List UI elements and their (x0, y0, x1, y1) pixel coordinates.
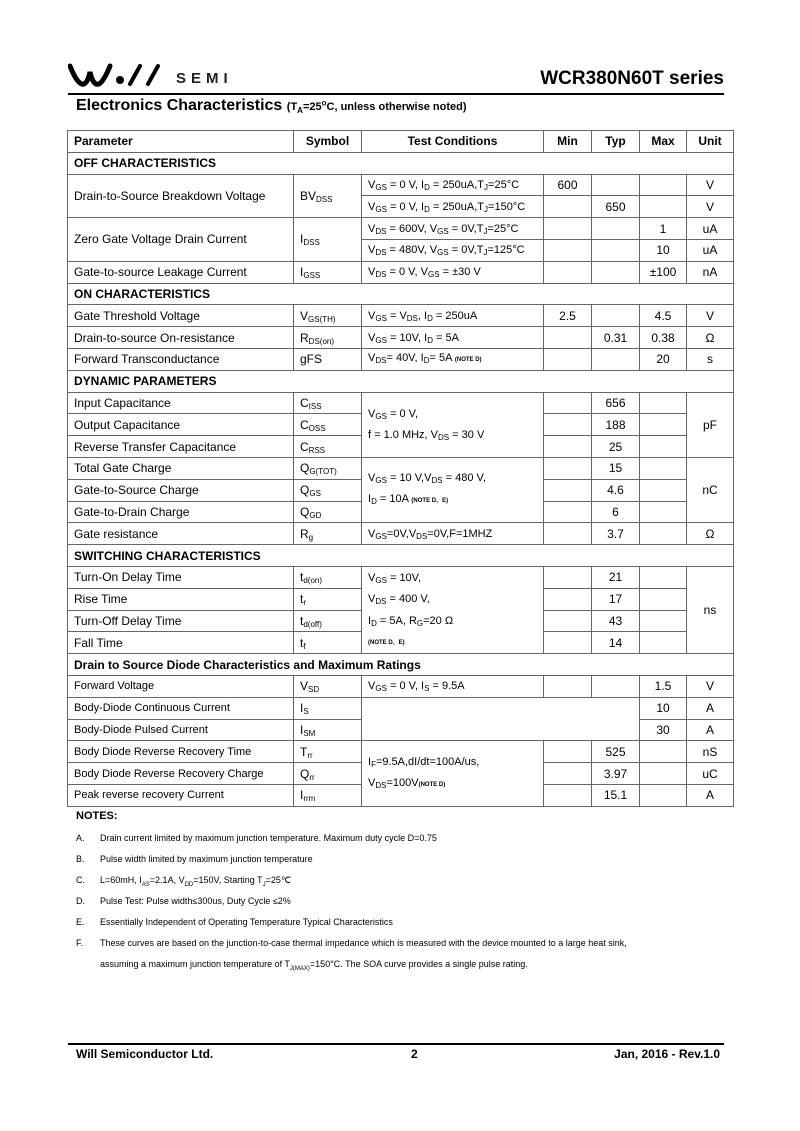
section-row-on: ON CHARACTERISTICS (68, 283, 734, 305)
col-header-symbol: Symbol (294, 131, 362, 153)
table-row: Zero Gate Voltage Drain Current $I_{DSS}$ $V_{DS} = 600V$, $V_{GS} = 0V,T_J=25^\circ C$ 1 uA (68, 218, 734, 240)
header-rule (68, 93, 724, 95)
table-row: Body Diode Reverse Recovery Charge $Q_{rr}$ 3.97 uC (68, 763, 734, 785)
col-header-test-conditions: Test Conditions (362, 131, 544, 153)
table-row: Input Capacitance $C_{ISS}$ $V_{GS} = 0$ V, f = 1.0 MHz, $V_{DS} = 30$ V 656 pF (68, 392, 734, 414)
section-row-diode: Drain to Source Diode Characteristics and Maximum Ratings (68, 654, 734, 676)
table-row: $V_{DS} = 480V$, $V_{GS} = 0V,T_J=125^\circ C$ 10 uA (68, 239, 734, 261)
table-row: Body Diode Reverse Recovery Time $T_{rr}$ $I_F=9.5A,dI/dt=100A/us$, $V_{DS}=100V(NOTE$ D) 525 nS (68, 741, 734, 763)
note-item: C. L=60mH, $I_{AS}=2.1A$, $V_{DD}=150V$, Starting $T_J=25℃$ (76, 875, 291, 888)
note-item: A. Drain current limited by maximum junction temperature. Maximum duty cycle D=0.75 (76, 833, 437, 843)
table-row: Body-Diode Pulsed Current $I_{SM}$ 30 A (68, 719, 734, 741)
col-header-parameter: Parameter (68, 131, 294, 153)
col-header-typ: Typ (592, 131, 640, 153)
table-row: $V_{GS} = 0$ V, $I_D = 250uA,T_J=150^\circ C$ 650 V (68, 196, 734, 218)
electrical-characteristics-table (67, 130, 734, 807)
note-item: assuming a maximum junction temperature of $T_{J(MAX)}=150^\circ C$. The SOA curve provides a single pulse rating. (100, 959, 528, 972)
table-row: Total Gate Charge $Q_{G(TOT)}$ $V_{GS} = 10$ $V,V_{DS} = 480$ V, $I_D = 10A$ (NOTE D、E) 15 nC (68, 457, 734, 479)
table-row: Gate-to-source Leakage Current $I_{GSS}$ $V_{DS} = 0$ V, $V_{GS} = \pm 30$ V ±100 nA (68, 261, 734, 283)
notes-title: NOTES: (76, 810, 118, 822)
table-row: Drain-to-source On-resistance $R_{DS(on)}$ $V_{GS} = 10V$, $I_D = 5A$ 0.31 0.38 Ω (68, 327, 734, 349)
footer-revision: Jan, 2016 - Rev.1.0 (614, 1047, 720, 1061)
section-row-switching: SWITCHING CHARACTERISTICS (68, 545, 734, 567)
table-row: Fall Time $t_f$ (NOTE D、E) 14 (68, 632, 734, 654)
table-row: Forward Transconductance gFS $V_{DS}= 40V$, $I_D= 5A$ (NOTE D) 20 s (68, 348, 734, 370)
table-row: Peak reverse recovery Current $I_{rrm}$ 15.1 A (68, 784, 734, 806)
table-row: Turn-On Delay Time $t_{d(on)}$ $V_{GS} = 10V$, 21 ns (68, 566, 734, 588)
table-row: Gate-to-Source Charge $Q_{GS}$ 4.6 (68, 479, 734, 501)
table-row: Rise Time $t_r$ $V_{DS} = 400$ V, 17 (68, 588, 734, 610)
series-title: WCR380N60T series (540, 68, 724, 89)
note-item: D. Pulse Test: Pulse width≤300us, Duty Cycle ≤2% (76, 896, 291, 906)
col-header-min: Min (544, 131, 592, 153)
table-row: Body-Diode Continuous Current $I_S$ 10 A (68, 697, 734, 719)
table-row: Turn-Off Delay Time $t_{d(off)}$ $I_D = 5A$, $R_G=20$ Ω 43 (68, 610, 734, 632)
section-row-dynamic: DYNAMIC PARAMETERS (68, 370, 734, 392)
logo-text: SEMI (176, 70, 233, 87)
table-row: Drain-to-Source Breakdown Voltage $BV_{DSS}$ $V_{GS} = 0$ V, $I_D = 250uA,T_J=25^\circ C$ 600 V (68, 174, 734, 196)
footer-page-number: 2 (411, 1047, 418, 1061)
note-item: B. Pulse width limited by maximum junction temperature (76, 854, 313, 864)
table-row: Reverse Transfer Capacitance $C_{RSS}$ 25 (68, 436, 734, 458)
section-row-off: OFF CHARACTERISTICS (68, 152, 734, 174)
section-title-text: Electronics Characteristics (76, 97, 283, 114)
table-row: Gate Threshold Voltage $V_{GS(TH)}$ $V_{GS} = V_{DS}$, $I_D = 250uA$ 2.5 4.5 V (68, 305, 734, 327)
section-condition: ($T_A=25^oC$, unless otherwise noted) (286, 98, 467, 116)
table-row: Forward Voltage $V_{SD}$ $V_{GS} = 0$ V, $I_S = 9.5A$ 1.5 V (68, 675, 734, 697)
table-header-row (68, 131, 734, 153)
page-header (68, 58, 724, 94)
table-row: Gate resistance $R_g$ $V_{GS}=0V,V_{DS}=0V,F=1MHZ$ 3.7 Ω (68, 523, 734, 545)
col-header-max: Max (640, 131, 687, 153)
table-row: Output Capacitance $C_{OSS}$ 188 (68, 414, 734, 436)
note-item: E. Essentially Independent of Operating Temperature Typical Characteristics (76, 917, 393, 927)
footer-rule (68, 1043, 724, 1045)
note-item: F. These curves are based on the junction-to-case thermal impedance which is measured with the device mounted to a large heat sink, (76, 938, 627, 948)
table-row: Gate-to-Drain Charge $Q_{GD}$ 6 (68, 501, 734, 523)
will-semi-logo (68, 62, 168, 88)
col-header-unit: Unit (687, 131, 734, 153)
section-title (76, 97, 466, 115)
footer-company: Will Semiconductor Ltd. (76, 1047, 214, 1061)
